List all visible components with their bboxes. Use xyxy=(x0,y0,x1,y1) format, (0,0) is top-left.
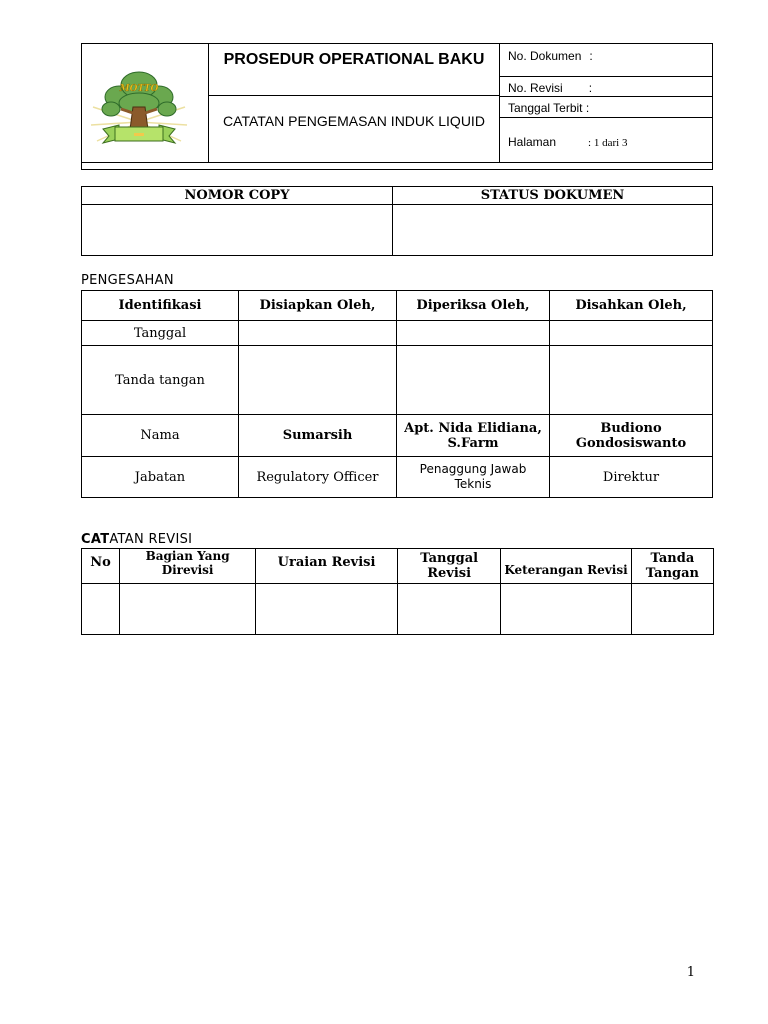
status-dokumen-cell xyxy=(393,205,713,256)
table-cell: Direktur xyxy=(550,457,713,498)
document-title: PROSEDUR OPERATIONAL BAKU xyxy=(223,51,485,68)
no-revisi-label: No. Revisi xyxy=(508,81,563,95)
table-cell: Penaggung Jawab Teknis xyxy=(397,457,550,498)
table-cell xyxy=(397,321,550,346)
table-row xyxy=(82,415,713,457)
revisi-header-cell: Uraian Revisi xyxy=(256,549,398,584)
row-label: Jabatan xyxy=(82,457,239,498)
row-label: Tanda tangan xyxy=(82,346,239,415)
table-cell xyxy=(550,321,713,346)
row-label: Tanggal xyxy=(82,321,239,346)
table-cell xyxy=(256,584,398,635)
row-label: Nama xyxy=(82,415,239,457)
table-row xyxy=(82,584,714,635)
company-logo xyxy=(89,67,189,153)
pengesahan-title: PENGESAHAN xyxy=(81,273,174,288)
revisi-header-cell: Tanda Tangan xyxy=(631,549,713,584)
table-cell xyxy=(239,346,397,415)
nomor-copy-cell xyxy=(82,205,393,256)
table-cell xyxy=(397,346,550,415)
no-revisi-field xyxy=(508,81,592,96)
halaman-label: Halaman xyxy=(508,135,557,149)
table-cell xyxy=(239,321,397,346)
document-subtitle: CATATAN PENGEMASAN INDUK LIQUID xyxy=(223,113,485,129)
pengesahan-header-cell: Diperiksa Oleh, xyxy=(397,291,550,321)
revisi-header-cell: Tanggal Revisi xyxy=(398,549,501,584)
table-cell: Budiono Gondosiswanto xyxy=(550,415,713,457)
divider xyxy=(209,95,499,96)
catatan-revisi-title xyxy=(81,532,192,547)
table-cell xyxy=(631,584,713,635)
document-header xyxy=(81,43,713,170)
table-row xyxy=(82,346,713,415)
no-dokumen-colon: : xyxy=(589,49,593,63)
table-cell xyxy=(550,346,713,415)
revisi-header-cell: Bagian Yang Direvisi xyxy=(120,549,256,584)
table-row xyxy=(82,321,713,346)
table-cell xyxy=(82,584,120,635)
tanggal-terbit-label: Tanggal Terbit : xyxy=(508,101,590,115)
pengesahan-table xyxy=(81,290,713,498)
halaman-value: : 1 dari 3 xyxy=(588,137,628,149)
table-row xyxy=(82,457,713,498)
pengesahan-header-cell: Identifikasi xyxy=(82,291,239,321)
revisi-header-cell: No xyxy=(82,549,120,584)
table-cell: Regulatory Officer xyxy=(239,457,397,498)
no-dokumen-label: No. Dokumen xyxy=(508,49,582,63)
divider xyxy=(500,96,712,97)
divider xyxy=(500,76,712,77)
pengesahan-header-cell: Disiapkan Oleh, xyxy=(239,291,397,321)
pengesahan-header-cell: Disahkan Oleh, xyxy=(550,291,713,321)
no-dokumen-field xyxy=(508,49,593,64)
copy-status-table xyxy=(81,186,713,256)
catatan-revisi-title-b: ATAN REVISI xyxy=(109,532,193,547)
table-cell: Apt. Nida Elidiana, S.Farm xyxy=(397,415,550,457)
table-cell xyxy=(501,584,631,635)
table-cell: Sumarsih xyxy=(239,415,397,457)
divider xyxy=(81,162,712,163)
page-number: 1 xyxy=(686,965,695,980)
divider xyxy=(499,43,500,162)
table-cell xyxy=(120,584,256,635)
logo-text: MOTTO xyxy=(119,84,159,94)
halaman-field xyxy=(508,135,627,150)
nomor-copy-header: NOMOR COPY xyxy=(82,187,393,205)
divider xyxy=(500,117,712,118)
revisi-header-cell: Keterangan Revisi xyxy=(501,549,631,584)
no-revisi-colon: : xyxy=(588,81,593,95)
catatan-revisi-title-a: CAT xyxy=(81,532,110,547)
revisi-table xyxy=(81,548,714,635)
table-cell xyxy=(398,584,501,635)
status-dokumen-header: STATUS DOKUMEN xyxy=(393,187,713,205)
tanggal-terbit-field xyxy=(508,101,589,115)
